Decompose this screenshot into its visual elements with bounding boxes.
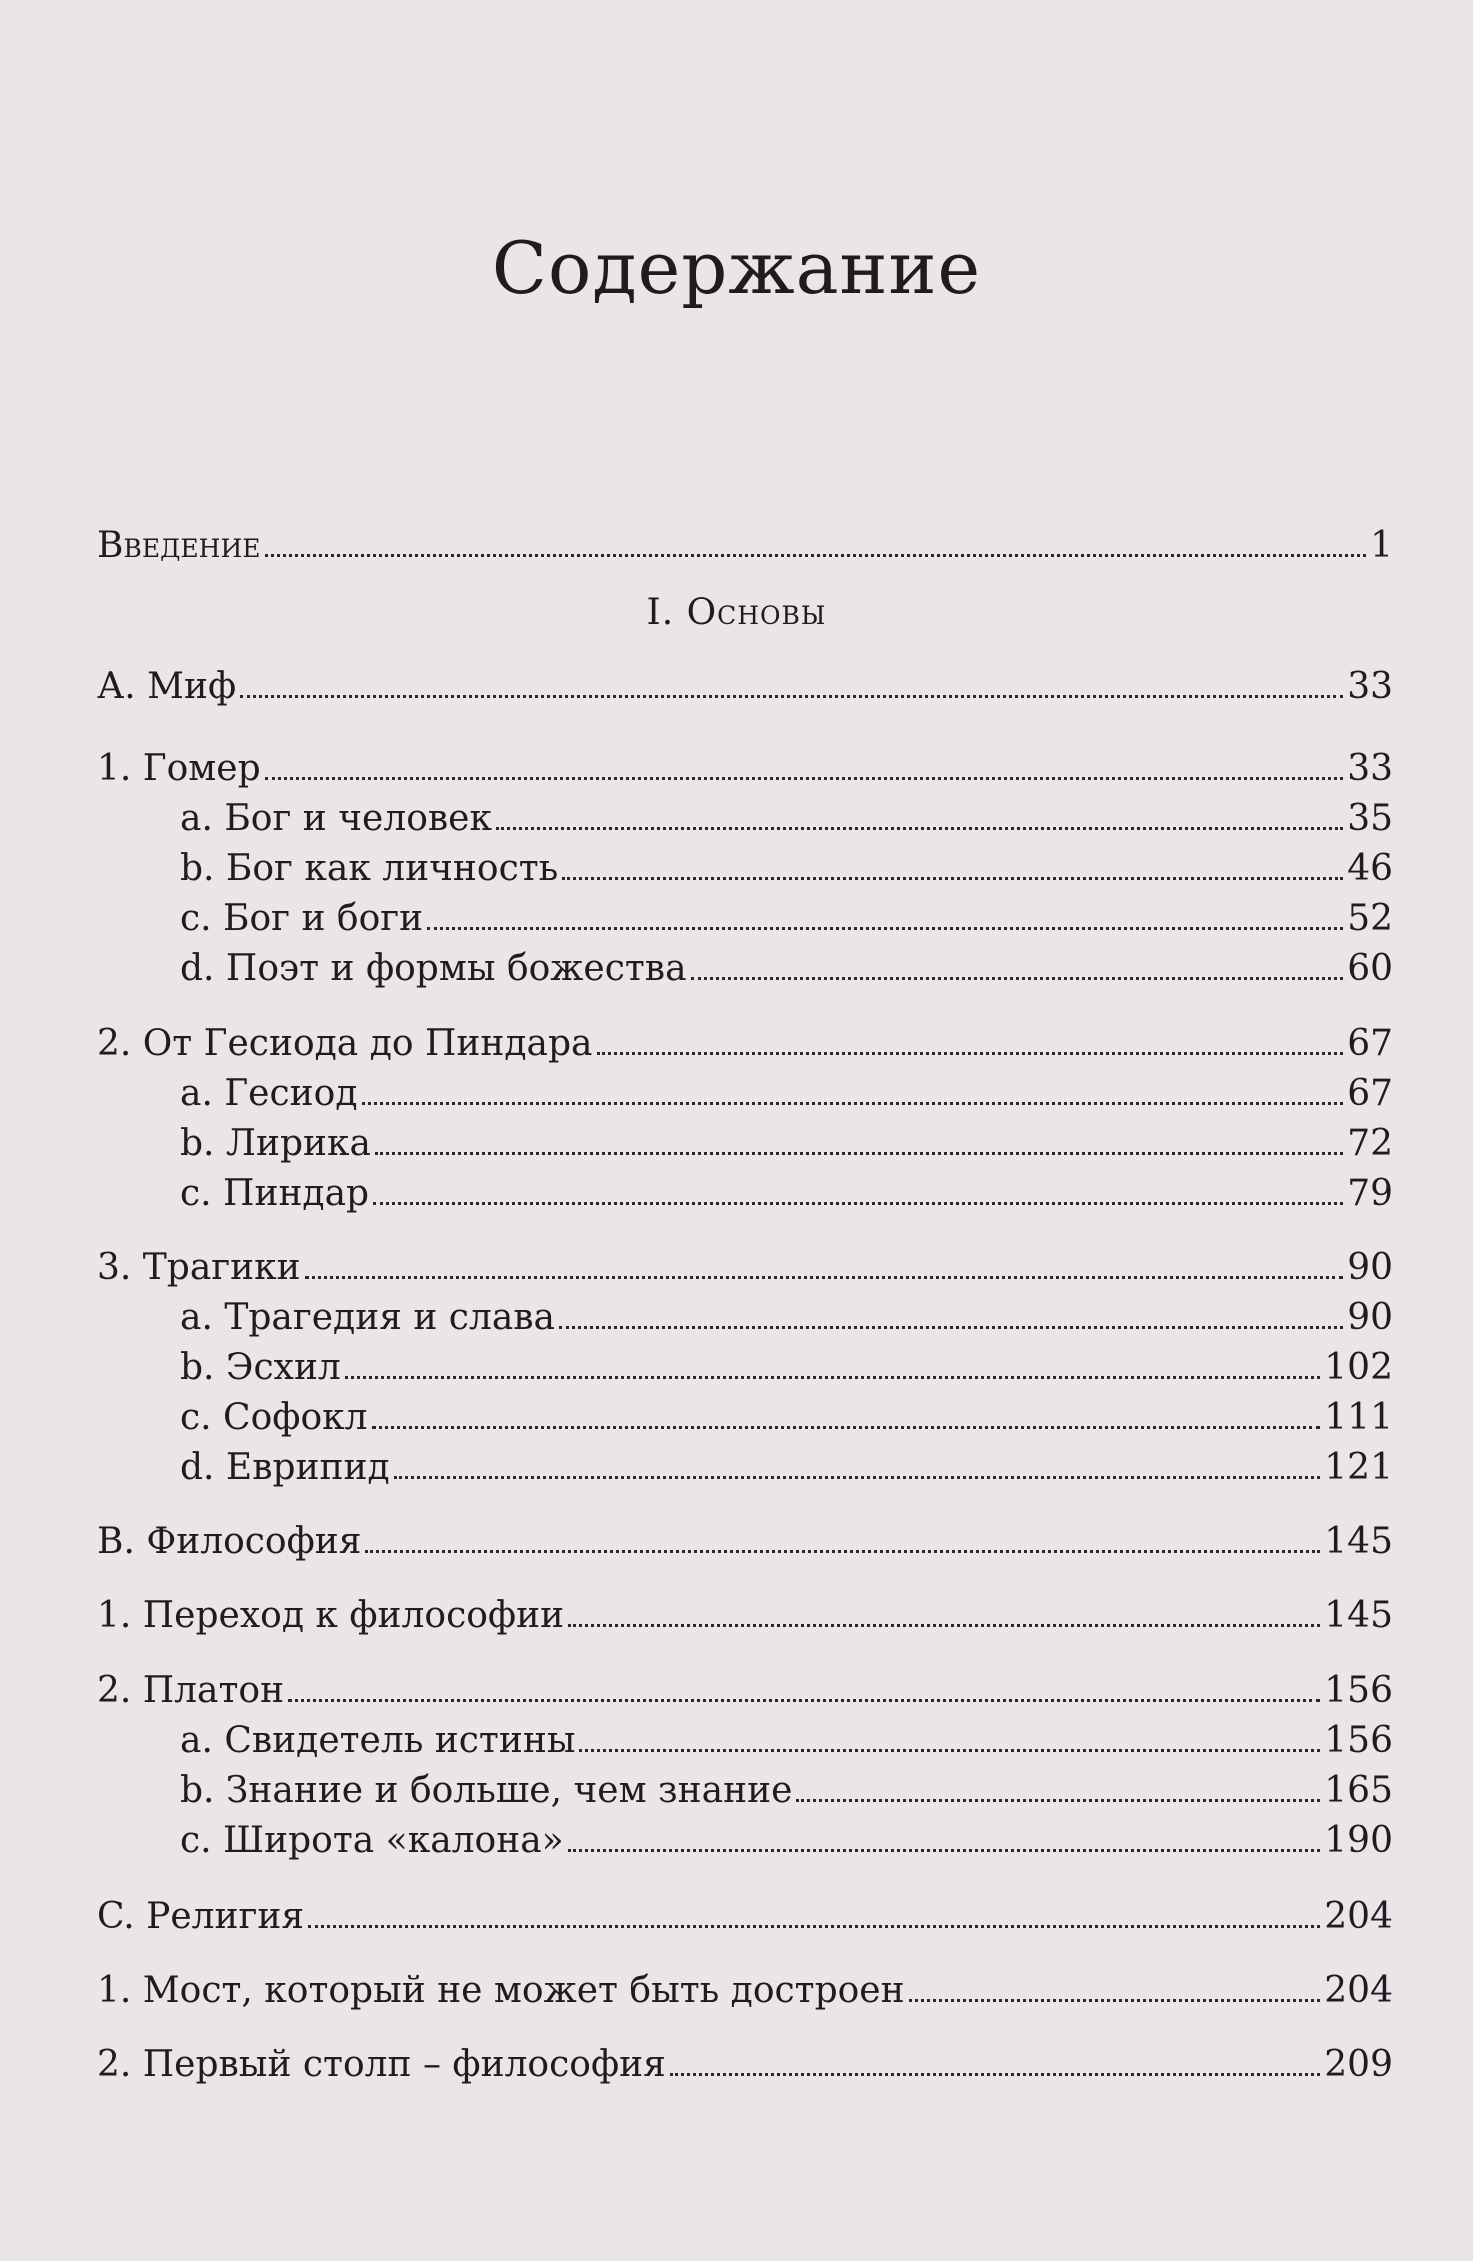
toc-page-number: 90	[1347, 1247, 1393, 1288]
toc-entry-b2c	[180, 1813, 1393, 1863]
toc-entry-a2	[97, 1016, 1393, 1066]
toc-entry-label: Введение	[97, 525, 261, 566]
toc-entry-c2	[97, 2037, 1393, 2087]
toc-page-number: 90	[1347, 1297, 1393, 1338]
toc-entry-label: c. Широта «калона»	[180, 1820, 564, 1861]
toc-entry-a3b	[180, 1340, 1393, 1390]
dot-leader	[375, 1152, 1343, 1155]
toc-page-number: 67	[1347, 1023, 1393, 1064]
toc-entry-label: b. Эсхил	[180, 1347, 341, 1388]
toc-entry-label: c. Бог и боги	[180, 898, 424, 939]
toc-entry-b2b	[180, 1763, 1393, 1813]
toc-page-number: 209	[1324, 2044, 1393, 2085]
dot-leader	[288, 1699, 1320, 1702]
toc-entry-label: B. Философия	[97, 1521, 362, 1562]
toc-page-number: 1	[1370, 525, 1393, 566]
part-heading: I. Основы	[646, 592, 827, 633]
toc-entry-c	[97, 1889, 1393, 1939]
dot-leader	[265, 554, 1367, 557]
table-of-contents	[97, 0, 1393, 2261]
toc-entry-label: b. Бог как личность	[180, 848, 559, 889]
dot-leader	[579, 1749, 1320, 1752]
dot-leader	[373, 1202, 1343, 1205]
toc-entry-label: b. Знание и больше, чем знание	[180, 1770, 793, 1811]
toc-page-number: 33	[1347, 748, 1393, 789]
dot-leader	[568, 1624, 1320, 1627]
toc-page-number: 204	[1324, 1970, 1393, 2011]
toc-entry-label: 2. Платон	[97, 1670, 285, 1711]
toc-page-number: 145	[1324, 1595, 1393, 1636]
dot-leader	[909, 1999, 1321, 2002]
dot-leader	[568, 1849, 1321, 1852]
toc-entry-label: А. Миф	[97, 666, 237, 707]
toc-entry-a2a	[180, 1066, 1393, 1116]
toc-page-number: 46	[1347, 848, 1393, 889]
toc-entry-label: 2. Первый столп – философия	[97, 2044, 666, 2085]
toc-page-number: 121	[1324, 1447, 1393, 1488]
dot-leader	[427, 927, 1343, 930]
dot-leader	[308, 1925, 1320, 1928]
toc-entry-label: b. Лирика	[180, 1123, 371, 1164]
dot-leader	[562, 877, 1343, 880]
toc-entry-a1a	[180, 791, 1393, 841]
dot-leader	[362, 1102, 1344, 1105]
toc-entry-label: c. Пиндар	[180, 1173, 370, 1214]
dot-leader	[372, 1426, 1321, 1429]
dot-leader	[496, 827, 1343, 830]
toc-page-number: 67	[1347, 1073, 1393, 1114]
toc-page-number: 33	[1347, 666, 1393, 707]
toc-page-number: 165	[1324, 1770, 1393, 1811]
page-title: Содержание	[491, 226, 982, 311]
toc-page-number: 145	[1324, 1521, 1393, 1562]
toc-entry-a1c	[180, 891, 1393, 941]
toc-entry-a2c	[180, 1166, 1393, 1216]
toc-entry-b2	[97, 1663, 1393, 1713]
toc-entry-label: 1. Переход к философии	[97, 1595, 565, 1636]
toc-page-number: 102	[1324, 1347, 1393, 1388]
toc-entry-intro	[97, 518, 1393, 568]
toc-page-number: 204	[1324, 1896, 1393, 1937]
dot-leader	[796, 1799, 1320, 1802]
toc-entry-label: C. Религия	[97, 1896, 305, 1937]
toc-entry-a3c	[180, 1390, 1393, 1440]
dot-leader	[345, 1376, 1320, 1379]
toc-page-number: 111	[1324, 1397, 1393, 1438]
dot-leader	[305, 1276, 1344, 1279]
toc-entry-label: 2. От Гесиода до Пиндара	[97, 1023, 593, 1064]
toc-entry-label: 3. Трагики	[97, 1247, 301, 1288]
toc-entry-label: a. Гесиод	[180, 1073, 358, 1114]
toc-entry-a2b	[180, 1116, 1393, 1166]
toc-entry-label: d. Еврипид	[180, 1447, 390, 1488]
dot-leader	[240, 695, 1343, 698]
dot-leader	[597, 1052, 1344, 1055]
toc-page-number: 35	[1347, 798, 1393, 839]
toc-entry-a3a	[180, 1290, 1393, 1340]
toc-page-number: 60	[1347, 948, 1393, 989]
toc-entry-label: a. Свидетель истины	[180, 1720, 576, 1761]
toc-page-number: 156	[1324, 1720, 1393, 1761]
toc-entry-a1b	[180, 841, 1393, 891]
dot-leader	[670, 2073, 1320, 2076]
toc-entry-label: a. Трагедия и слава	[180, 1297, 556, 1338]
toc-entry-b2a	[180, 1713, 1393, 1763]
toc-page-number: 79	[1347, 1173, 1393, 1214]
dot-leader	[691, 977, 1344, 980]
toc-page-number: 190	[1324, 1820, 1393, 1861]
toc-entry-label: d. Поэт и формы божества	[180, 948, 687, 989]
toc-page-number: 156	[1324, 1670, 1393, 1711]
toc-page-number: 52	[1347, 898, 1393, 939]
dot-leader	[559, 1326, 1343, 1329]
toc-entry-label: a. Бог и человек	[180, 798, 492, 839]
toc-entry-a3	[97, 1240, 1393, 1290]
toc-page-number: 72	[1347, 1123, 1393, 1164]
toc-entry-label: c. Софокл	[180, 1397, 368, 1438]
toc-entry-b	[97, 1514, 1393, 1564]
toc-entry-a3d	[180, 1440, 1393, 1490]
toc-entry-b1	[97, 1588, 1393, 1638]
toc-entry-label: 1. Гомер	[97, 748, 261, 789]
toc-entry-label: 1. Мост, который не может быть достроен	[97, 1970, 905, 2011]
dot-leader	[394, 1476, 1321, 1479]
dot-leader	[265, 777, 1344, 780]
toc-entry-a	[97, 659, 1393, 709]
toc-entry-a1	[97, 741, 1393, 791]
toc-entry-a1d	[180, 941, 1393, 991]
dot-leader	[365, 1550, 1320, 1553]
toc-entry-c1	[97, 1963, 1393, 2013]
